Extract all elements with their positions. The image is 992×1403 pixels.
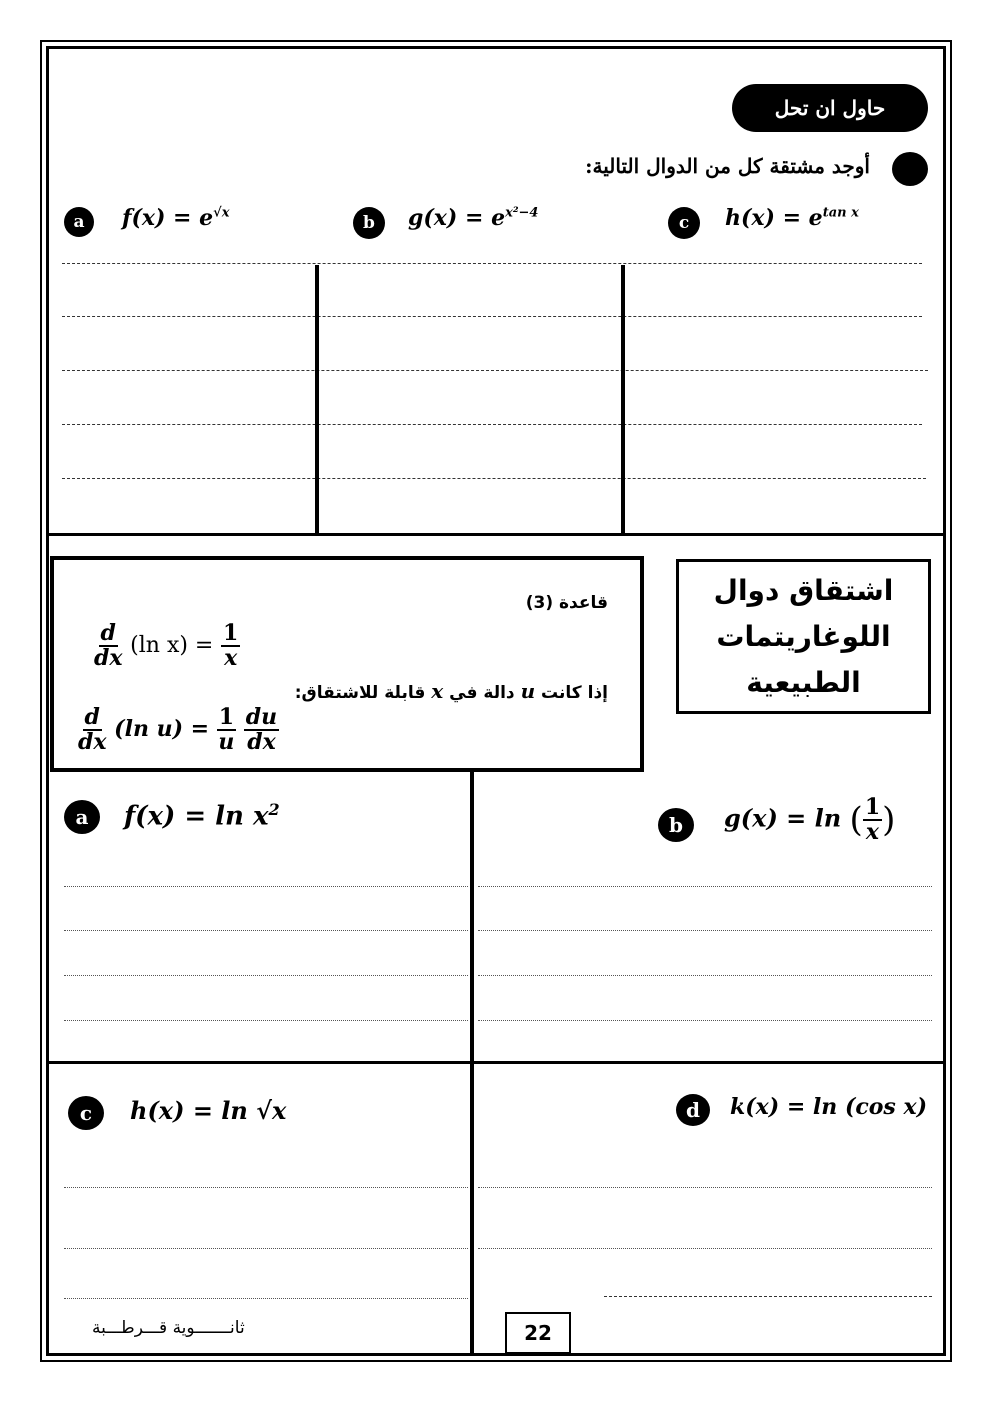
column-divider [621,265,625,535]
frac-num: 1 [223,620,239,646]
rule-formula-2 [78,706,279,754]
answer-line [478,1248,932,1249]
du-dx-fraction [244,706,279,754]
item-a-lhs: f(x) = e [122,205,214,231]
paren-left: ( [849,800,863,841]
answer-line [64,1020,468,1021]
item-c-exp: tan x [822,205,859,221]
item-2a-label: a [75,805,89,829]
frac-den: x [224,645,238,672]
frac-num: 1 [218,704,235,730]
item-2a-expr: f(x) = ln x [124,801,269,832]
answer-line [478,886,932,887]
one-over-x-fraction [221,622,240,670]
d-dx-fraction [94,622,123,670]
item-c-label: c [678,213,690,233]
answer-line [64,975,468,976]
answer-line [64,1187,468,1188]
answer-line [64,886,468,887]
ln-x-term: (ln x) = [130,633,214,659]
condition-u: u [520,679,536,703]
frac-den: x [865,819,880,846]
item-2c-formula: h(x) = ln √x [130,1096,287,1125]
item-2b-label: b [669,813,683,837]
answer-line [62,263,922,264]
frac-num: du [245,704,278,730]
section-title-line-3: الطبيعية [746,665,861,699]
item-2d-badge [676,1094,710,1126]
item-a-label: a [73,212,85,232]
answer-line [62,316,922,317]
item-c-lhs: h(x) = e [725,205,823,231]
ln-u-term: (ln u) = [114,716,210,743]
answer-line [478,930,932,931]
answer-line [64,930,468,931]
school-name: ثانـــــــوية قـــرطـــبة [92,1318,245,1338]
answer-line [62,370,928,371]
frac-num: d [100,620,116,646]
condition-x: x [431,679,444,703]
column-divider [470,772,474,1356]
section-divider [46,533,946,536]
frac-den: dx [94,645,123,672]
item-b-exp: x²−4 [505,205,539,221]
column-divider [315,265,319,535]
answer-line [478,1020,932,1021]
item-b-formula [408,205,538,231]
d-dx-fraction [78,706,107,754]
page-number: 22 [524,1321,552,1345]
item-2a-badge [64,800,100,834]
rule-condition [295,679,608,703]
condition-mid: دالة في [449,683,515,703]
paren-right: ) [882,800,896,841]
item-2a-formula [124,800,280,832]
item-b-label: b [363,213,375,233]
condition-suffix: قابلة للاشتقاق: [294,683,426,703]
page-number-box [505,1312,571,1354]
frac-num: d [84,704,100,730]
item-2b-expr: g(x) = ln [724,803,842,833]
section-divider [46,1061,946,1064]
frac-den: u [218,729,235,756]
instruction-bullet [892,152,928,186]
one-over-u-fraction [217,706,236,754]
answer-line [64,1248,468,1249]
item-2d-formula: k(x) = ln (cos x) [730,1094,927,1120]
exercise1-instruction: أوجد مشتقة كل من الدوال التالية: [585,154,870,178]
section-title-line-2: اللوغاريتمات [716,619,891,653]
item-a-exp: √x [213,205,230,221]
answer-line [478,1187,932,1188]
one-over-x-fraction [863,796,882,844]
item-b-lhs: g(x) = e [408,205,506,231]
banner-text: حاول ان تحل [774,96,886,120]
answer-line [64,1298,468,1299]
rule-heading: قاعدة (3) [525,593,608,613]
item-2c-badge [68,1096,104,1130]
answer-line [604,1296,932,1297]
section-title-line-1: اشتقاق دوال [713,573,894,607]
frac-num: 1 [864,794,881,820]
item-2b-badge [658,808,694,842]
item-a-formula [122,205,229,231]
item-b-badge [353,207,385,239]
frac-den: dx [78,729,107,756]
try-to-solve-banner [732,84,928,132]
answer-line [478,975,932,976]
item-2d-label: d [686,1098,700,1122]
item-c-badge [668,207,700,239]
frac-den: dx [247,729,276,756]
item-2c-label: c [79,1101,93,1125]
answer-line [62,478,926,479]
section-title-box [676,559,931,714]
item-2a-sup: 2 [268,800,280,819]
item-a-badge [64,207,94,237]
item-c-formula [725,205,859,231]
condition-prefix: إذا كانت [541,683,608,703]
item-2b-formula [724,796,895,844]
rule-formula-1 [94,622,240,670]
answer-line [62,424,922,425]
